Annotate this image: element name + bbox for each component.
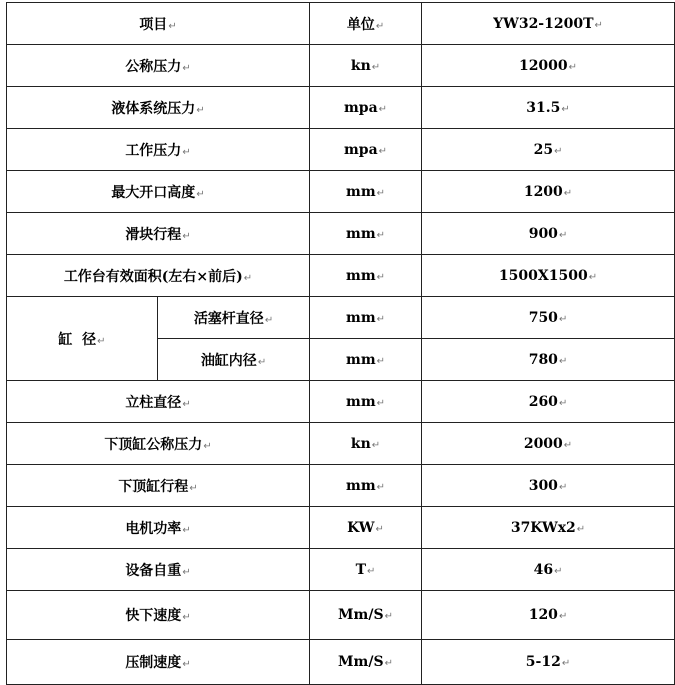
table-row: [7, 640, 675, 685]
table-row: [7, 213, 675, 255]
header-model: YW32-1200T↵: [422, 3, 675, 45]
row-item: 下顶缸行程↵: [7, 465, 310, 507]
row-value: 5-12↵: [422, 640, 675, 685]
table-row: [7, 381, 675, 423]
row-value: 1200↵: [422, 171, 675, 213]
row-value: 900↵: [422, 213, 675, 255]
row-unit: Mm/S↵: [310, 640, 422, 685]
row-value: 300↵: [422, 465, 675, 507]
table-row: [7, 45, 675, 87]
row-value: 2000↵: [422, 423, 675, 465]
row-item: 活塞杆直径↵: [158, 297, 310, 339]
table-row: [7, 129, 675, 171]
row-item: 下顶缸公称压力↵: [7, 423, 310, 465]
table-row: [7, 297, 675, 339]
row-item: 液体系统压力↵: [7, 87, 310, 129]
row-unit: T↵: [310, 549, 422, 591]
header-unit: 单位↵: [310, 3, 422, 45]
row-unit: mm↵: [310, 171, 422, 213]
table-row: [7, 507, 675, 549]
row-value: 120↵: [422, 591, 675, 640]
row-value: 37KWx2↵: [422, 507, 675, 549]
row-value: 780↵: [422, 339, 675, 381]
row-unit: mm↵: [310, 381, 422, 423]
row-item: 压制速度↵: [7, 640, 310, 685]
table-row: [7, 171, 675, 213]
table-row: [7, 465, 675, 507]
header-item: 项目↵: [7, 3, 310, 45]
row-unit: mpa↵: [310, 87, 422, 129]
row-item: 滑块行程↵: [7, 213, 310, 255]
row-unit: mm↵: [310, 213, 422, 255]
table-row: [7, 591, 675, 640]
row-unit: kn↵: [310, 423, 422, 465]
row-unit: kn↵: [310, 45, 422, 87]
cylinder-group-label: 缸 径↵: [7, 297, 158, 381]
row-value: 12000↵: [422, 45, 675, 87]
row-value: 31.5↵: [422, 87, 675, 129]
table-row: [7, 423, 675, 465]
row-value: 750↵: [422, 297, 675, 339]
row-value: 25↵: [422, 129, 675, 171]
row-unit: mm↵: [310, 297, 422, 339]
spec-table: [6, 2, 675, 685]
row-item: 电机功率↵: [7, 507, 310, 549]
row-item: 立柱直径↵: [7, 381, 310, 423]
header-row: [7, 3, 675, 45]
table-row: [7, 549, 675, 591]
row-item: 设备自重↵: [7, 549, 310, 591]
row-unit: Mm/S↵: [310, 591, 422, 640]
row-item: 工作台有效面积(左右×前后)↵: [7, 255, 310, 297]
row-item: 公称压力↵: [7, 45, 310, 87]
row-unit: KW↵: [310, 507, 422, 549]
row-unit: mm↵: [310, 465, 422, 507]
row-item: 最大开口高度↵: [7, 171, 310, 213]
table-row: [7, 87, 675, 129]
row-unit: mpa↵: [310, 129, 422, 171]
row-item: 工作压力↵: [7, 129, 310, 171]
table-row: [7, 255, 675, 297]
row-value: 260↵: [422, 381, 675, 423]
row-value: 46↵: [422, 549, 675, 591]
row-item: 快下速度↵: [7, 591, 310, 640]
row-item: 油缸内径↵: [158, 339, 310, 381]
row-unit: mm↵: [310, 255, 422, 297]
row-value: 1500X1500↵: [422, 255, 675, 297]
row-unit: mm↵: [310, 339, 422, 381]
